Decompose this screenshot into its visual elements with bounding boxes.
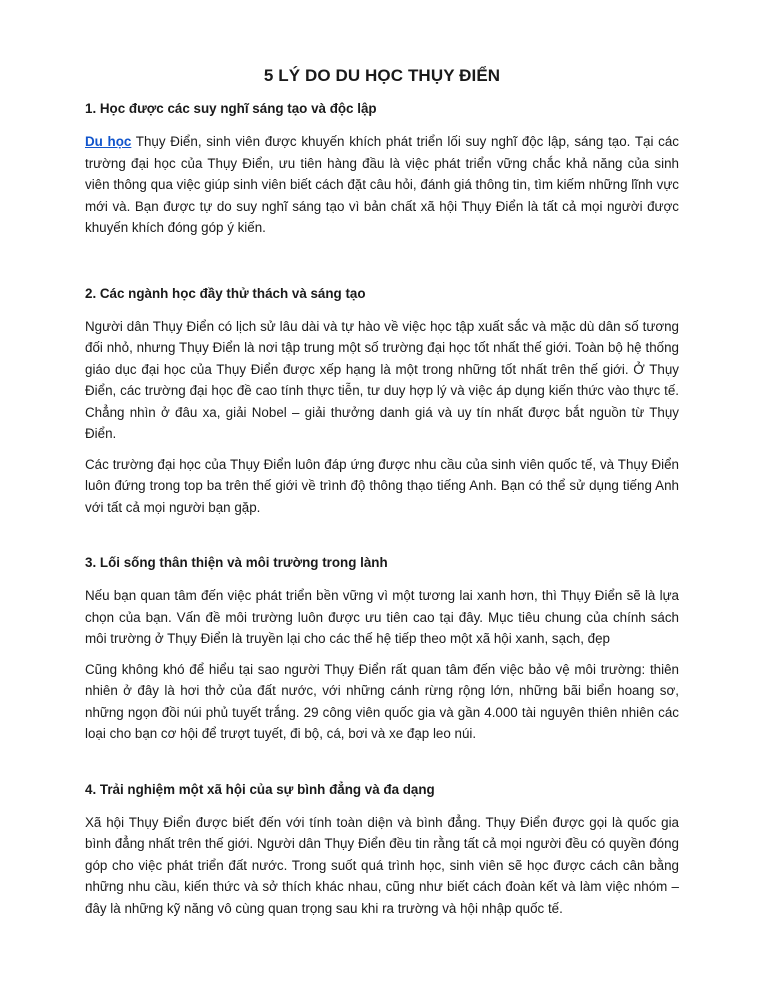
section-1-paragraph-1-text: Thụy Điển, sinh viên được khuyến khích phát triển lối suy nghĩ độc lập, sáng tạo. Tại các trường đại học của Thụy Điển, ưu tiên hàng đầu là việc phát triển vững chắc khả năng của sinh viên thông qua việc giúp sinh viên biết cách đặt câu hỏi, đánh giá thông tin, tìm kiếm những lĩnh vực mới và. Bạn được tự do suy nghĩ sáng tạo vì bản chất xã hội Thụy Điển là tất cả mọi người được khuyến khích đóng góp ý kiến. <box>85 134 679 235</box>
section-4-paragraph-1: Xã hội Thụy Điển được biết đến với tính toàn diện và bình đẳng. Thụy Điển được gọi là quốc gia bình đẳng nhất trên thế giới. Người dân Thụy Điển đều tin rằng tất cả mọi người đều có quyền đóng góp cho việc phát triển đất nước. Trong suốt quá trình học, sinh viên sẽ học được cách cân bằng những nhu cầu, kiến thức và sở thích khác nhau, cũng như biết cách đoàn kết và làm việc nhóm – đây là những kỹ năng vô cùng quan trọng sau khi ra trường và hội nhập quốc tế. <box>85 814 679 916</box>
section-4-heading: 4. Trải nghiệm một xã hội của sự bình đẳng và đa dạng <box>85 781 435 797</box>
document-page <box>85 66 679 928</box>
document-title: 5 LÝ DO DU HỌC THỤY ĐIỂN <box>263 66 501 85</box>
du-hoc-link[interactable]: Du học <box>85 134 132 149</box>
spacer <box>85 248 679 284</box>
section-2-paragraph-1: Người dân Thụy Điển có lịch sử lâu dài và tự hào về việc học tập xuất sắc và mặc dù dân số tương đối nhỏ, nhưng Thụy Điển là nơi tập trung một số trường đại học tốt nhất thế giới. Toàn bộ hệ thống giáo dục đại học của Thụy Điển được xếp hạng là một trong những tốt nhất trên thế giới. Ở Thụy Điển, các trường đại học đề cao tính thực tiễn, tư duy hợp lý và việc áp dụng kiến thức vào thực tế. Chẳng nhìn ở đâu xa, giải Nobel – giải thưởng danh giá và uy tín nhất được bắt nguồn từ Thụy Điển. <box>85 318 679 441</box>
section-3-paragraph-1: Nếu bạn quan tâm đến việc phát triển bền vững vì một tương lai xanh hơn, thì Thụy Điển sẽ là lựa chọn của bạn. Vấn đề môi trường luôn được ưu tiên cao tại đây. Mục tiêu chung của chính sách môi trường ở Thụy Điển là truyền lại cho các thế hệ tiếp theo một xã hội xanh, sạch, đẹp <box>85 588 679 646</box>
section-2-heading: 2. Các ngành học đầy thử thách và sáng tạo <box>85 285 366 301</box>
section-3-heading: 3. Lối sống thân thiện và môi trường trong lành <box>85 555 388 570</box>
spacer <box>85 527 679 553</box>
spacer <box>85 754 679 780</box>
section-2-paragraph-2: Các trường đại học của Thụy Điển luôn đáp ứng được nhu cầu của sinh viên quốc tế, và Thụy Điển luôn đứng trong top ba trên thế giới về trình độ thông thạo tiếng Anh. Bạn có thể sử dụng tiếng Anh với tất cả mọi người bạn gặp. <box>85 456 679 515</box>
section-1-heading: 1. Học được các suy nghĩ sáng tạo và độc lập <box>85 101 377 116</box>
section-3-paragraph-2: Cũng không khó để hiểu tại sao người Thụy Điển rất quan tâm đến việc bảo vệ môi trường: thiên nhiên ở đây là hơi thở của đất nước, với những cánh rừng rộng lớn, những bãi biển hoang sơ, những ngọn đồi núi phủ tuyết trắng. 29 công viên quốc gia và gần 4.000 tài nguyên thiên nhiên các loại cho bạn cơ hội để trượt tuyết, đi bộ, cá, bơi và xe đạp leo núi. <box>85 661 679 741</box>
section-1-paragraph-1 <box>85 131 679 239</box>
